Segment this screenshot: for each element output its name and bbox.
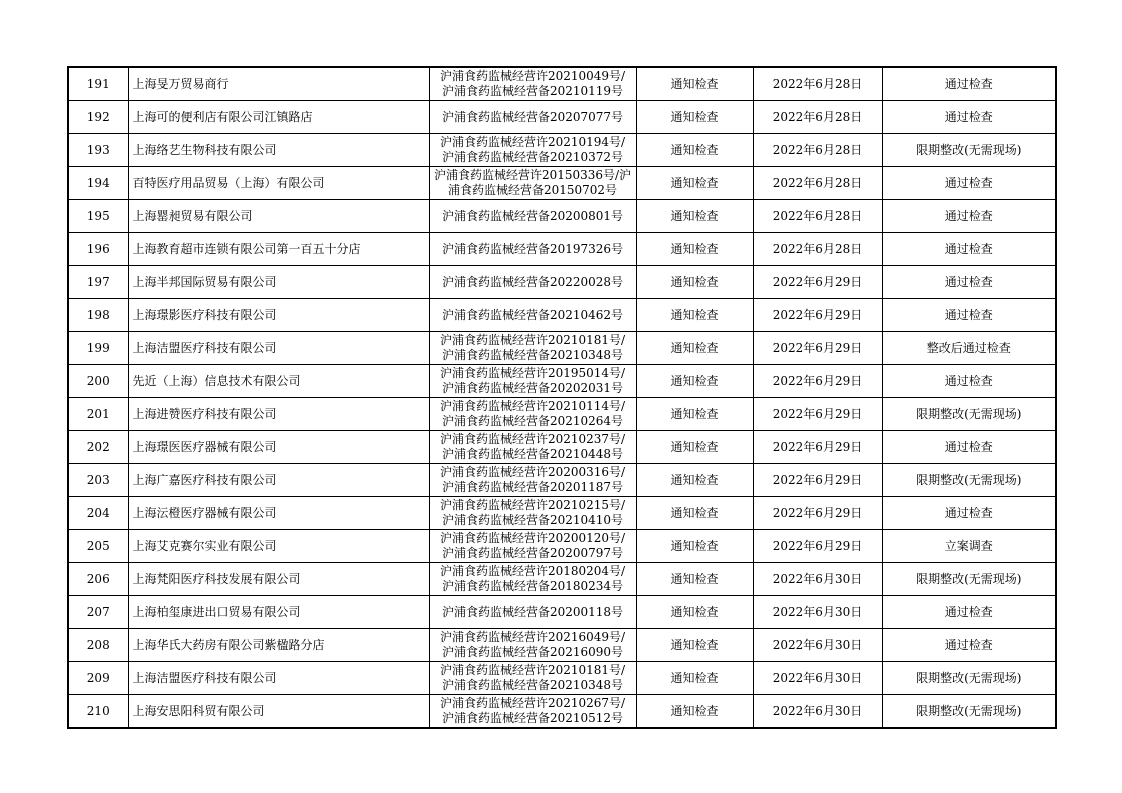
permit-line: 沪浦食药监械经营备20202031号 — [441, 381, 624, 395]
company-name: 上海安思阳科贸有限公司 — [128, 695, 429, 729]
row-number: 194 — [68, 167, 128, 200]
permit-number — [429, 266, 636, 299]
table-row — [68, 629, 1056, 662]
permit-line: 沪浦食药监械经营许20195014号/ — [439, 366, 626, 380]
inspection-date: 2022年6月30日 — [753, 563, 882, 596]
row-number: 201 — [68, 398, 128, 431]
permit-line: 沪浦食药监械经营备20200801号 — [441, 208, 624, 223]
inspection-method: 通知检查 — [636, 563, 753, 596]
table-row — [68, 266, 1056, 299]
permit-line: 沪浦食药监械经营备20200797号 — [441, 546, 624, 560]
inspection-method: 通知检查 — [636, 167, 753, 200]
inspection-sheet — [67, 66, 1057, 729]
inspection-method: 通知检查 — [636, 398, 753, 431]
inspection-date: 2022年6月29日 — [753, 431, 882, 464]
row-number: 210 — [68, 695, 128, 729]
permit-number — [429, 332, 636, 365]
inspection-result: 通过检查 — [882, 200, 1056, 233]
permit-number — [429, 563, 636, 596]
table-row — [68, 530, 1056, 563]
inspection-table — [67, 66, 1057, 729]
permit-number — [429, 497, 636, 530]
inspection-result: 通过检查 — [882, 497, 1056, 530]
permit-number — [429, 629, 636, 662]
inspection-result: 通过检查 — [882, 233, 1056, 266]
permit-line: 沪浦食药监械经营许20210181号/ — [439, 663, 626, 677]
inspection-result: 通过检查 — [882, 299, 1056, 332]
company-name: 上海洁盟医疗科技有限公司 — [128, 662, 429, 695]
row-number: 197 — [68, 266, 128, 299]
inspection-date: 2022年6月28日 — [753, 134, 882, 167]
permit-line: 沪浦食药监械经营备20210119号 — [441, 84, 624, 98]
permit-line: 沪浦食药监械经营备20200118号 — [441, 604, 624, 619]
table-row — [68, 332, 1056, 365]
inspection-method: 通知检查 — [636, 299, 753, 332]
company-name: 先近（上海）信息技术有限公司 — [128, 365, 429, 398]
company-name: 上海柏玺康进出口贸易有限公司 — [128, 596, 429, 629]
inspection-method: 通知检查 — [636, 530, 753, 563]
company-name: 上海艾克赛尔实业有限公司 — [128, 530, 429, 563]
row-number: 198 — [68, 299, 128, 332]
row-number: 191 — [68, 67, 128, 101]
table-row — [68, 67, 1056, 101]
permit-number — [429, 299, 636, 332]
permit-line: 浦食药监械经营备20150702号 — [447, 183, 618, 197]
table-body — [68, 67, 1056, 728]
inspection-method: 通知检查 — [636, 200, 753, 233]
permit-number — [429, 695, 636, 729]
inspection-method: 通知检查 — [636, 497, 753, 530]
inspection-date: 2022年6月30日 — [753, 629, 882, 662]
inspection-date: 2022年6月30日 — [753, 596, 882, 629]
inspection-result: 限期整改(无需现场) — [882, 464, 1056, 497]
company-name: 上海洁盟医疗科技有限公司 — [128, 332, 429, 365]
row-number: 209 — [68, 662, 128, 695]
permit-line: 沪浦食药监械经营许20210181号/ — [439, 333, 626, 347]
inspection-method: 通知检查 — [636, 629, 753, 662]
inspection-method: 通知检查 — [636, 662, 753, 695]
inspection-date: 2022年6月28日 — [753, 200, 882, 233]
table-row — [68, 662, 1056, 695]
inspection-result: 限期整改(无需现场) — [882, 662, 1056, 695]
row-number: 207 — [68, 596, 128, 629]
permit-number — [429, 134, 636, 167]
row-number: 196 — [68, 233, 128, 266]
inspection-result: 通过检查 — [882, 67, 1056, 101]
inspection-result: 通过检查 — [882, 596, 1056, 629]
table-row — [68, 101, 1056, 134]
permit-number — [429, 200, 636, 233]
permit-line: 沪浦食药监械经营备20210448号 — [441, 447, 624, 461]
inspection-method: 通知检查 — [636, 332, 753, 365]
inspection-date: 2022年6月30日 — [753, 662, 882, 695]
company-name: 上海旻万贸易商行 — [128, 67, 429, 101]
company-name: 上海璟影医疗科技有限公司 — [128, 299, 429, 332]
inspection-date: 2022年6月28日 — [753, 167, 882, 200]
permit-line: 沪浦食药监械经营备20210372号 — [441, 150, 624, 164]
inspection-method: 通知检查 — [636, 695, 753, 729]
company-name: 上海罂昶贸易有限公司 — [128, 200, 429, 233]
row-number: 192 — [68, 101, 128, 134]
permit-line: 沪浦食药监械经营许20210215号/ — [439, 498, 626, 512]
table-row — [68, 431, 1056, 464]
permit-number — [429, 365, 636, 398]
permit-line: 沪浦食药监械经营备20210512号 — [441, 711, 624, 725]
inspection-date: 2022年6月29日 — [753, 365, 882, 398]
inspection-result: 限期整改(无需现场) — [882, 134, 1056, 167]
permit-line: 沪浦食药监械经营许20210114号/ — [439, 399, 626, 413]
inspection-date: 2022年6月28日 — [753, 233, 882, 266]
inspection-date: 2022年6月29日 — [753, 332, 882, 365]
row-number: 199 — [68, 332, 128, 365]
inspection-result: 通过检查 — [882, 365, 1056, 398]
company-name: 上海梵阳医疗科技发展有限公司 — [128, 563, 429, 596]
inspection-result: 通过检查 — [882, 167, 1056, 200]
table-row — [68, 563, 1056, 596]
permit-line: 沪浦食药监械经营备20207077号 — [441, 109, 624, 124]
permit-line: 沪浦食药监械经营备20197326号 — [441, 241, 624, 256]
inspection-date: 2022年6月29日 — [753, 530, 882, 563]
permit-line: 沪浦食药监械经营备20216090号 — [441, 645, 624, 659]
permit-line: 沪浦食药监械经营备20201187号 — [441, 480, 624, 494]
permit-line: 沪浦食药监械经营许20150336号/沪 — [433, 168, 632, 182]
table-row — [68, 596, 1056, 629]
inspection-date: 2022年6月28日 — [753, 101, 882, 134]
row-number: 200 — [68, 365, 128, 398]
row-number: 205 — [68, 530, 128, 563]
permit-number — [429, 398, 636, 431]
inspection-result: 限期整改(无需现场) — [882, 398, 1056, 431]
permit-number — [429, 464, 636, 497]
permit-number — [429, 596, 636, 629]
permit-number — [429, 67, 636, 101]
company-name: 上海华氏大药房有限公司紫楹路分店 — [128, 629, 429, 662]
company-name: 上海璟医医疗器械有限公司 — [128, 431, 429, 464]
row-number: 204 — [68, 497, 128, 530]
inspection-result: 通过检查 — [882, 629, 1056, 662]
permit-number — [429, 530, 636, 563]
inspection-date: 2022年6月29日 — [753, 299, 882, 332]
table-row — [68, 365, 1056, 398]
inspection-method: 通知检查 — [636, 67, 753, 101]
company-name: 上海络艺生物科技有限公司 — [128, 134, 429, 167]
table-row — [68, 134, 1056, 167]
inspection-method: 通知检查 — [636, 596, 753, 629]
inspection-date: 2022年6月29日 — [753, 398, 882, 431]
inspection-date: 2022年6月29日 — [753, 266, 882, 299]
inspection-method: 通知检查 — [636, 233, 753, 266]
permit-line: 沪浦食药监械经营许20210049号/ — [439, 69, 626, 83]
inspection-method: 通知检查 — [636, 101, 753, 134]
inspection-result: 限期整改(无需现场) — [882, 695, 1056, 729]
permit-line: 沪浦食药监械经营许20210237号/ — [439, 432, 626, 446]
row-number: 202 — [68, 431, 128, 464]
permit-line: 沪浦食药监械经营备20220028号 — [441, 274, 624, 289]
inspection-method: 通知检查 — [636, 134, 753, 167]
permit-line: 沪浦食药监械经营备20210462号 — [441, 307, 624, 322]
permit-number — [429, 662, 636, 695]
inspection-result: 通过检查 — [882, 431, 1056, 464]
inspection-date: 2022年6月29日 — [753, 464, 882, 497]
permit-line: 沪浦食药监械经营许20216049号/ — [439, 630, 626, 644]
permit-line: 沪浦食药监械经营许20180204号/ — [439, 564, 626, 578]
permit-line: 沪浦食药监械经营备20210348号 — [441, 678, 624, 692]
permit-number — [429, 431, 636, 464]
table-row — [68, 464, 1056, 497]
company-name: 上海进赞医疗科技有限公司 — [128, 398, 429, 431]
permit-number — [429, 167, 636, 200]
inspection-method: 通知检查 — [636, 266, 753, 299]
inspection-result: 立案调查 — [882, 530, 1056, 563]
inspection-result: 通过检查 — [882, 266, 1056, 299]
inspection-result: 通过检查 — [882, 101, 1056, 134]
inspection-date: 2022年6月28日 — [753, 67, 882, 101]
permit-number — [429, 101, 636, 134]
company-name: 百特医疗用品贸易（上海）有限公司 — [128, 167, 429, 200]
inspection-method: 通知检查 — [636, 365, 753, 398]
company-name: 上海广嘉医疗科技有限公司 — [128, 464, 429, 497]
permit-line: 沪浦食药监械经营许20210267号/ — [439, 696, 626, 710]
table-row — [68, 695, 1056, 729]
company-name: 上海可的便利店有限公司江镇路店 — [128, 101, 429, 134]
inspection-date: 2022年6月30日 — [753, 695, 882, 729]
permit-line: 沪浦食药监械经营许20200120号/ — [439, 531, 626, 545]
permit-line: 沪浦食药监械经营许20210194号/ — [439, 135, 626, 149]
inspection-result: 整改后通过检查 — [882, 332, 1056, 365]
inspection-date: 2022年6月29日 — [753, 497, 882, 530]
permit-line: 沪浦食药监械经营许20200316号/ — [439, 465, 626, 479]
table-row — [68, 200, 1056, 233]
inspection-result: 限期整改(无需现场) — [882, 563, 1056, 596]
row-number: 203 — [68, 464, 128, 497]
table-row — [68, 233, 1056, 266]
company-name: 上海半邦国际贸易有限公司 — [128, 266, 429, 299]
row-number: 206 — [68, 563, 128, 596]
row-number: 193 — [68, 134, 128, 167]
table-row — [68, 299, 1056, 332]
permit-line: 沪浦食药监械经营备20180234号 — [441, 579, 624, 593]
company-name: 上海教育超市连锁有限公司第一百五十分店 — [128, 233, 429, 266]
permit-line: 沪浦食药监械经营备20210410号 — [441, 513, 624, 527]
row-number: 208 — [68, 629, 128, 662]
permit-number — [429, 233, 636, 266]
inspection-method: 通知检查 — [636, 464, 753, 497]
permit-line: 沪浦食药监械经营备20210264号 — [441, 414, 624, 428]
table-row — [68, 497, 1056, 530]
table-row — [68, 167, 1056, 200]
company-name: 上海沄橙医疗器械有限公司 — [128, 497, 429, 530]
table-row — [68, 398, 1056, 431]
permit-line: 沪浦食药监械经营备20210348号 — [441, 348, 624, 362]
row-number: 195 — [68, 200, 128, 233]
inspection-method: 通知检查 — [636, 431, 753, 464]
